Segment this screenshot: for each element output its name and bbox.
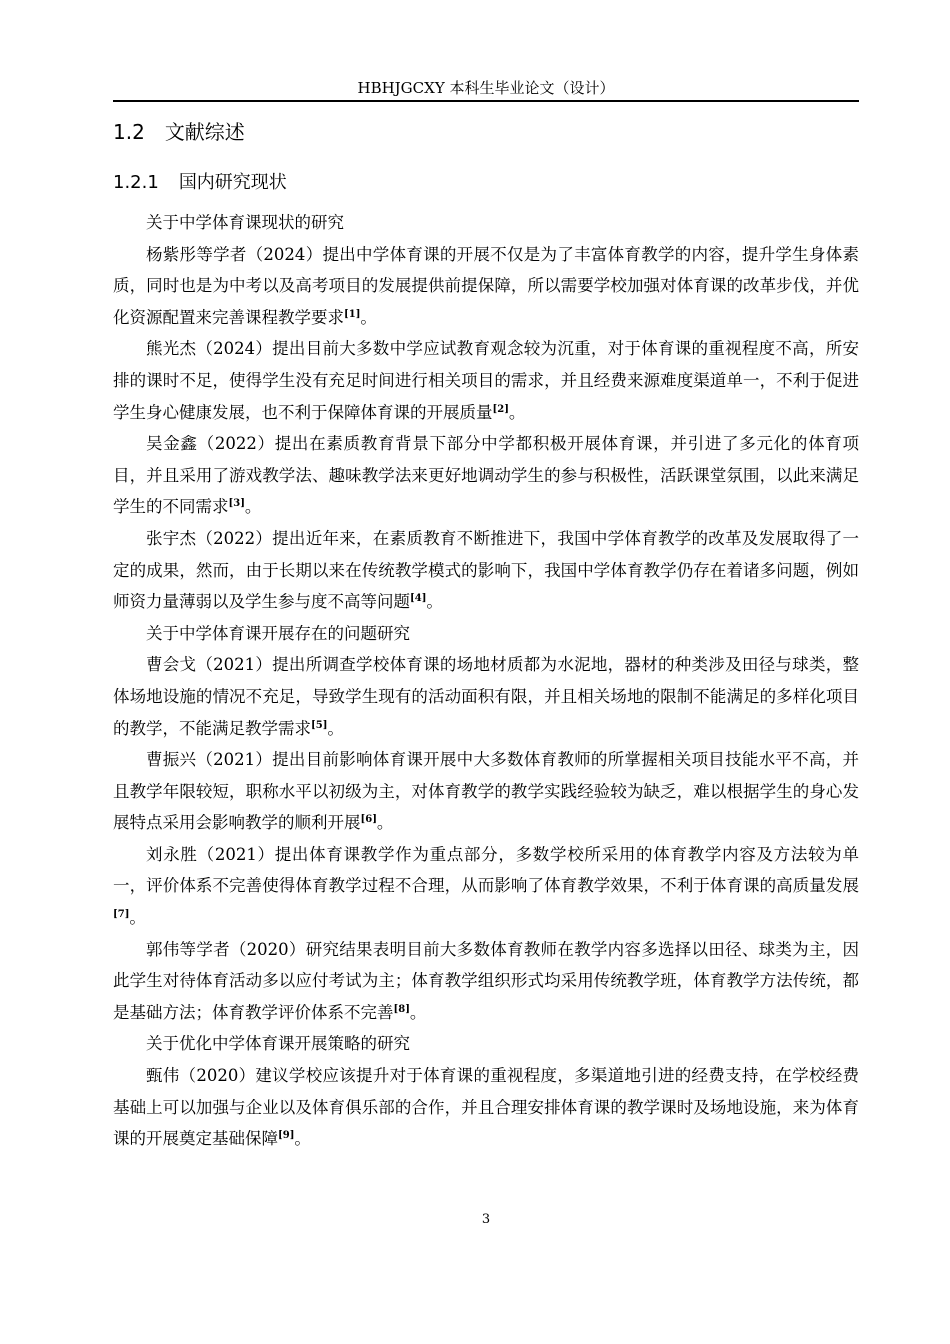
- citation-ref: [7]: [113, 909, 130, 921]
- paragraph-text: 吴金鑫（2022）提出在素质教育背景下部分中学都积极开展体育课，并引进了多元化的体育项目，并且采用了游戏教学法、趣味教学法来更好地调动学生的参与积极性，活跃课堂氛围，以此来满足学生的不同需求: [113, 434, 859, 517]
- paragraph: [113, 239, 859, 334]
- paragraph-text: 郭伟等学者（2020）研究结果表明目前大多数体育教师在教学内容多选择以田径、球类为主，因此学生对待体育活动多以应付考试为主；体育教学组织形式均采用传统教学班，体育教学方法传统，都是基础方法；体育教学评价体系不完善: [113, 939, 859, 1022]
- paragraph-text: 熊光杰（2024）提出目前大多数中学应试教育观念较为沉重，对于体育课的重视程度不高，所安排的课时不足，使得学生没有充足时间进行相关项目的需求，并且经费来源难度渠道单一，不利于促进学生身心健康发展，也不利于保障体育课的开展质量: [113, 339, 859, 422]
- paragraph-end: 。: [360, 307, 377, 327]
- paragraph-end: 。: [244, 497, 262, 517]
- paragraph: [113, 523, 859, 618]
- subsection-heading: [113, 171, 287, 195]
- citation-ref: [8]: [393, 1003, 410, 1015]
- body-text: [113, 207, 859, 1155]
- topic-heading-problems: [113, 618, 859, 650]
- header-rule: [113, 100, 859, 102]
- paragraph-text: 关于中学体育课开展存在的问题研究: [146, 623, 410, 643]
- citation-ref: [6]: [360, 814, 377, 826]
- paragraph-end: 。: [327, 718, 344, 738]
- paragraph-end: 。: [129, 908, 146, 928]
- page-number: 3: [481, 1212, 491, 1227]
- paragraph: [113, 649, 859, 744]
- section-heading: [113, 119, 245, 145]
- paragraph: [113, 1060, 859, 1155]
- paragraph-text: 关于优化中学体育课开展策略的研究: [146, 1034, 410, 1054]
- citation-ref: [4]: [410, 593, 427, 605]
- paragraph-text: 曹振兴（2021）提出目前影响体育课开展中大多数体育教师的所掌握相关项目技能水平不高，并且教学年限较短，职称水平以初级为主，对体育教学的教学实践经验较为缺乏，难以根据学生的身心发展特点采用会影响教学的顺利开展: [113, 750, 859, 833]
- citation-ref: [2]: [492, 403, 509, 415]
- paragraph: [113, 333, 859, 428]
- paragraph-text: 刘永胜（2021）提出体育课教学作为重点部分，多数学校所采用的体育教学内容及方法较为单一，评价体系不完善使得体育教学过程不合理，从而影响了体育教学效果，不利于体育课的高质量发展: [113, 844, 859, 896]
- citation-ref: [1]: [344, 308, 361, 320]
- paragraph-text: 关于中学体育课现状的研究: [146, 213, 344, 232]
- paragraph: [113, 744, 859, 839]
- section-number: 1.2: [113, 120, 145, 144]
- page-header: HBHJGCXY 本科生毕业论文（设计）: [357, 79, 615, 97]
- section-title: 文献综述: [164, 120, 245, 144]
- topic-heading-status: [113, 207, 859, 239]
- paragraph-end: 。: [376, 813, 394, 833]
- topic-heading-strategies: [113, 1028, 859, 1060]
- paragraph-text: 甄伟（2020）建议学校应该提升对于体育课的重视程度，多渠道地引进的经费支持，在学校经费基础上可以加强与企业以及体育俱乐部的合作，并且合理安排体育课的教学课时及场地设施，来为体育课的开展奠定基础保障: [113, 1066, 859, 1149]
- paragraph: [113, 428, 859, 523]
- paragraph-text: 张宇杰（2022）提出近年来，在素质教育不断推进下，我国中学体育教学的改革及发展取得了一定的成果，然而，由于长期以来在传统教学模式的影响下，我国中学体育教学仍存在着诸多问题，例如师资力量薄弱以及学生参与度不高等问题: [113, 528, 859, 612]
- citation-ref: [5]: [311, 719, 328, 731]
- paragraph-end: 。: [409, 1002, 427, 1022]
- paragraph-end: 。: [508, 402, 526, 422]
- paragraph: [113, 839, 859, 934]
- citation-ref: [3]: [228, 498, 245, 510]
- citation-ref: [9]: [278, 1130, 295, 1142]
- paragraph-text: 曹会戈（2021）提出所调查学校体育课的场地材质都为水泥地，器材的种类涉及田径与球类，整体场地设施的情况不充足，导致学生现有的活动面积有限，并且相关场地的限制不能满足的多样化项目的教学，不能满足教学需求: [113, 655, 859, 738]
- paragraph: [113, 934, 859, 1029]
- paragraph-end: 。: [426, 592, 443, 612]
- subsection-title: 国内研究现状: [178, 172, 287, 193]
- subsection-number: 1.2.1: [113, 172, 159, 193]
- paragraph-text: 杨紫彤等学者（2024）提出中学体育课的开展不仅是为了丰富体育教学的内容，提升学生身体素质，同时也是为中考以及高考项目的发展提供前提保障，所以需要学校加强对体育课的改革步伐，并优化资源配置来完善课程教学要求: [113, 244, 859, 327]
- paragraph-end: 。: [294, 1129, 311, 1149]
